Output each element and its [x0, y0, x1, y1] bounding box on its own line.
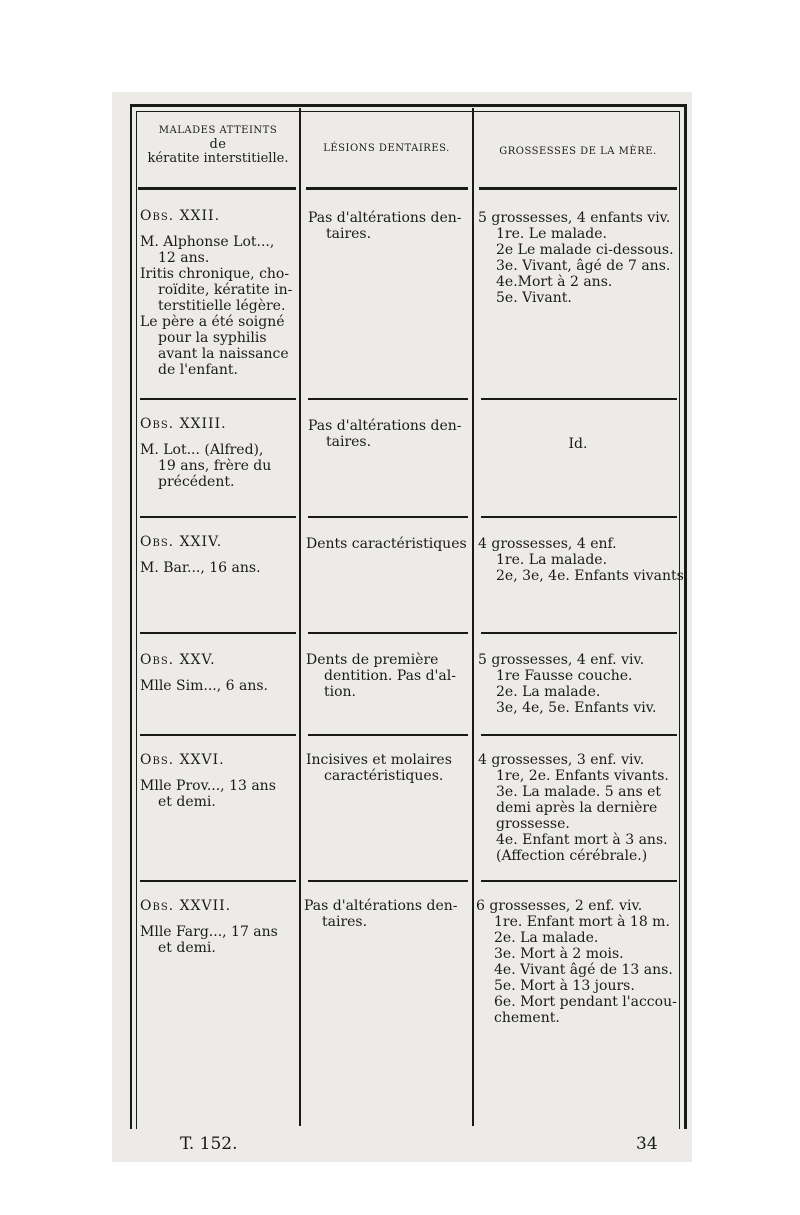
lesion-line: Incisives et molaires — [306, 752, 452, 768]
obs-xxiii-patient — [140, 416, 271, 490]
lesion-line: Dents de première — [306, 652, 439, 668]
mother-line: 2e, 3e, 4e. Enfants vivants. — [496, 568, 689, 584]
row-rule — [308, 516, 468, 518]
obs-xxii-lesions — [308, 210, 462, 242]
row-rule — [481, 516, 677, 518]
header-col-patients — [138, 124, 298, 166]
obs-xxiii-lesions — [308, 418, 462, 450]
mother-line: 4 grossesses, 3 enf. viv. — [478, 752, 645, 768]
lesion-line: taires. — [326, 226, 372, 242]
lesion-line: Pas d'altérations den- — [308, 210, 462, 226]
mother-line: 5e. Mort à 13 jours. — [494, 978, 635, 994]
lesion-line: Pas d'altérations den- — [304, 898, 458, 914]
obs-xxvi-lesions — [306, 752, 452, 784]
header-col1-line2: de — [209, 137, 227, 152]
header-rule — [138, 187, 296, 190]
mother-line: 5 grossesses, 4 enf. viv. — [478, 652, 645, 668]
header-col1-line1: MALADES ATTEINTS — [158, 125, 278, 136]
header-rule — [479, 187, 677, 190]
row-rule — [308, 632, 468, 634]
patient-line: Le père a été soigné — [140, 314, 285, 330]
mother-line: 3e. La malade. 5 ans et — [496, 784, 662, 800]
mother-line: 4e. Enfant mort à 3 ans. — [496, 832, 668, 848]
page-number: 34 — [636, 1134, 658, 1154]
lesion-line: taires. — [322, 914, 368, 930]
mother-line: 2e. La malade. — [496, 684, 601, 700]
row-rule — [140, 632, 296, 634]
patient-line: et demi. — [158, 940, 216, 956]
mother-line: 1re, 2e. Enfants vivants. — [496, 768, 669, 784]
patient-line: et demi. — [158, 794, 216, 810]
mother-line: 3e. Mort à 2 mois. — [494, 946, 624, 962]
header-col1-line3: kératite interstitielle. — [147, 151, 289, 166]
mother-line: 6e. Mort pendant l'accou- — [494, 994, 677, 1010]
obs-title: Obs. XXIII. — [140, 416, 227, 432]
column-divider-1 — [299, 108, 301, 1126]
column-divider-2 — [472, 108, 474, 1126]
mother-line: 3e. Vivant, âgé de 7 ans. — [496, 258, 671, 274]
patient-line: M. Alphonse Lot..., — [140, 234, 275, 250]
obs-xxiv-patient — [140, 534, 261, 576]
patient-line: M. Lot... (Alfred), — [140, 442, 264, 458]
mother-line: 4 grossesses, 4 enf. — [478, 536, 617, 552]
row-rule — [308, 880, 468, 882]
mother-line: 2e. La malade. — [494, 930, 599, 946]
lesion-line: dentition. Pas d'al- — [324, 668, 456, 684]
mother-line: (Affection cérébrale.) — [496, 848, 648, 864]
page-footer-left: T. 152. — [180, 1134, 238, 1154]
obs-xxiii-mother — [478, 436, 678, 452]
mother-line: 4e.Mort à 2 ans. — [496, 274, 613, 290]
mother-line: 1re. Le malade. — [496, 226, 607, 242]
lesion-line: Pas d'altérations den- — [308, 418, 462, 434]
obs-xxvii-mother — [476, 898, 677, 1026]
patient-line: roïdite, kératite in- — [158, 282, 293, 298]
mother-line: 3e, 4e, 5e. Enfants viv. — [496, 700, 657, 716]
mother-line: demi après la dernière — [496, 800, 658, 816]
patient-line: 12 ans. — [158, 250, 210, 266]
mother-line: 1re. Enfant mort à 18 m. — [494, 914, 670, 930]
mother-line: 1re Fausse couche. — [496, 668, 633, 684]
mother-line: Id. — [568, 436, 588, 452]
row-rule — [481, 632, 677, 634]
patient-line: 19 ans, frère du — [158, 458, 272, 474]
row-rule — [140, 880, 296, 882]
mother-line: 5e. Vivant. — [496, 290, 572, 306]
obs-xxiv-lesions — [306, 536, 467, 552]
lesion-line: tion. — [324, 684, 356, 700]
obs-title: Obs. XXVI. — [140, 752, 225, 768]
patient-line: Iritis chronique, cho- — [140, 266, 290, 282]
patient-line: M. Bar..., 16 ans. — [140, 560, 261, 576]
lesion-line: taires. — [326, 434, 372, 450]
obs-xxv-patient — [140, 652, 268, 694]
obs-xxiv-mother — [478, 536, 688, 584]
obs-xxvi-patient — [140, 752, 276, 810]
header-col-lesions: LÉSIONS DENTAIRES. — [323, 143, 450, 154]
patient-line: pour la syphilis — [158, 330, 267, 346]
row-rule — [308, 734, 468, 736]
patient-line: Mlle Prov..., 13 ans — [140, 778, 276, 794]
mother-line: 1re. La malade. — [496, 552, 608, 568]
row-rule — [140, 734, 296, 736]
obs-title: Obs. XXV. — [140, 652, 216, 668]
mother-line: grossesse. — [496, 816, 570, 832]
obs-xxvi-mother — [478, 752, 669, 864]
mother-line: 5 grossesses, 4 enfants viv. — [478, 210, 671, 226]
patient-line: terstitielle légère. — [158, 298, 286, 314]
row-rule — [481, 880, 677, 882]
obs-xxii-mother — [478, 210, 674, 306]
obs-xxvii-lesions — [304, 898, 458, 930]
obs-xxv-lesions — [306, 652, 456, 700]
obs-xxii-patient — [140, 208, 292, 378]
patient-line: Mlle Sim..., 6 ans. — [140, 678, 268, 694]
row-rule — [308, 398, 468, 400]
patient-line: avant la naissance — [158, 346, 289, 362]
row-rule — [481, 398, 677, 400]
mother-line: 6 grossesses, 2 enf. viv. — [476, 898, 643, 914]
patient-line: Mlle Farg..., 17 ans — [140, 924, 278, 940]
patient-line: de l'enfant. — [158, 362, 238, 378]
obs-xxvii-patient — [140, 898, 278, 956]
obs-title: Obs. XXVII. — [140, 898, 232, 914]
patient-line: précédent. — [158, 474, 235, 490]
obs-xxv-mother — [478, 652, 656, 716]
lesion-line: Dents caractéristiques — [306, 536, 467, 552]
header-col-mother: GROSSESSES DE LA MÈRE. — [499, 146, 657, 157]
mother-line: chement. — [494, 1010, 560, 1026]
row-rule — [140, 516, 296, 518]
mother-line: 2e Le malade ci-dessous. — [496, 242, 674, 258]
obs-title: Obs. XXIV. — [140, 534, 223, 550]
row-rule — [481, 734, 677, 736]
mother-line: 4e. Vivant âgé de 13 ans. — [494, 962, 673, 978]
row-rule — [140, 398, 296, 400]
obs-title: Obs. XXII. — [140, 208, 221, 224]
lesion-line: caractéristiques. — [324, 768, 444, 784]
header-rule — [306, 187, 468, 190]
